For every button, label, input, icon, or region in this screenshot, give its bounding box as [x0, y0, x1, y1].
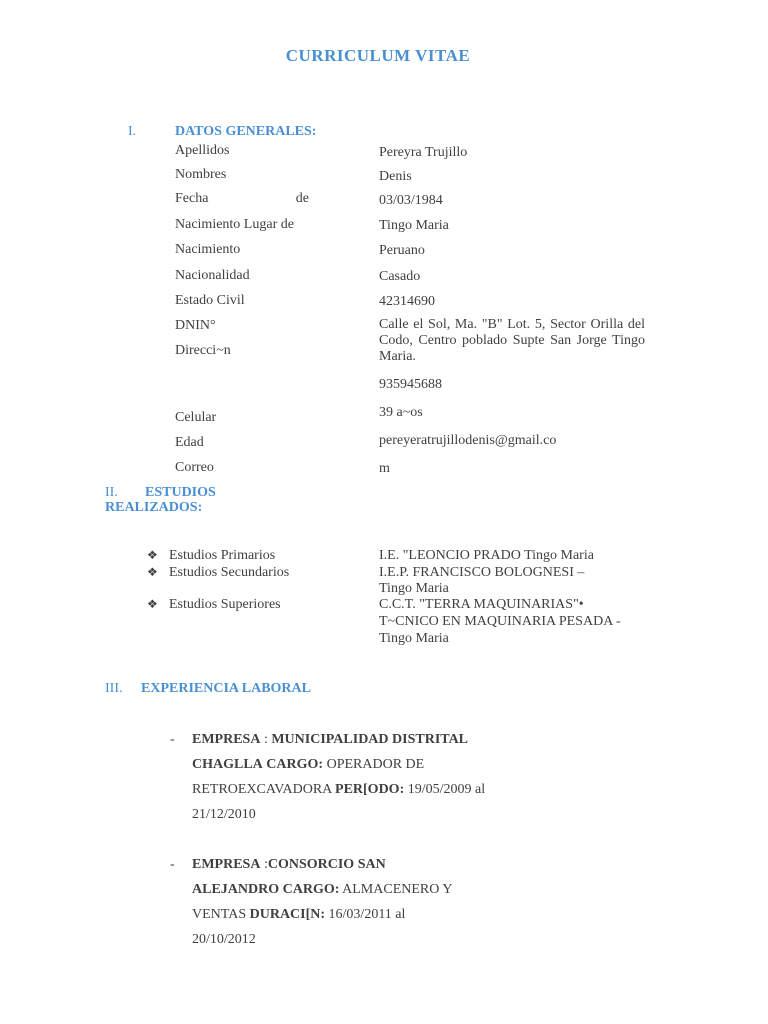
document-title: CURRICULUM VITAE: [285, 46, 471, 65]
value-correo: pereyeratrujillodenis@gmail.co: [379, 433, 557, 448]
cargo-key: CARGO:: [282, 882, 340, 897]
duracion-key: DURACI[N:: [249, 907, 326, 922]
label-nacionalidad: Nacionalidad: [175, 268, 250, 283]
separator: :: [260, 857, 268, 872]
experience-1-line-3: [192, 777, 485, 802]
value-nombres: Denis: [379, 169, 412, 184]
list-dash: -: [170, 857, 175, 872]
section-1-number: [128, 124, 136, 140]
bullet-icon: ❖: [147, 597, 158, 611]
section-3-heading: EXPERIENCIA LABORAL: [141, 681, 311, 696]
label-estado-civil: Estado Civil: [175, 293, 245, 308]
section-2-number: [105, 485, 118, 501]
label-nombres: Nombres: [175, 167, 227, 182]
value-estudios-superiores-3: Tingo Maria: [379, 631, 449, 646]
value-estudios-superiores-1: C.C.T. "TERRA MAQUINARIAS"•: [379, 597, 584, 612]
duracion-value-cont: 20/10/2012: [192, 932, 256, 947]
label-fecha-row: [175, 191, 309, 207]
value-celular: 935945688: [379, 377, 442, 392]
value-estudios-primarios: I.E. "LEONCIO PRADO Tingo Maria: [379, 548, 594, 563]
label-nacimiento-lugar: Nacimiento Lugar de: [175, 217, 294, 232]
label-dni: DNIN°: [175, 318, 216, 333]
periodo-key: PER[ODO:: [335, 782, 405, 797]
empresa-value: MUNICIPALIDAD DISTRITAL: [271, 732, 469, 747]
section-3-number: [105, 681, 123, 697]
value-direccion: Calle el Sol, Ma. "B" Lot. 5, Sector Orilla del Codo, Centro poblado Supte San Jorge Tingo Maria.: [379, 317, 645, 364]
section-2-heading-line1: ESTUDIOS: [145, 485, 216, 500]
experience-2-line-4: [192, 927, 452, 952]
label-celular: Celular: [175, 410, 217, 425]
value-dni: 42314690: [379, 294, 435, 309]
bullet-icon: ❖: [147, 548, 158, 562]
experience-2-line-3: [192, 902, 452, 927]
section-number: III.: [105, 681, 123, 696]
separator: :: [260, 732, 272, 747]
cargo-value-cont: RETROEXCAVADORA: [192, 782, 336, 797]
label-estudios-primarios: Estudios Primarios: [169, 548, 276, 563]
label-nacimiento: Nacimiento: [175, 242, 241, 257]
value-edad: 39 a~os: [379, 405, 423, 420]
periodo-value: 19/05/2009 al: [404, 782, 486, 797]
periodo-value-cont: 21/12/2010: [192, 807, 256, 822]
value-apellidos: Pereyra Trujillo: [379, 145, 468, 160]
experience-2-line-2: [192, 877, 452, 902]
duracion-value: 16/03/2011 al: [325, 907, 406, 922]
experience-1-line-1: [192, 727, 485, 752]
label-correo: Correo: [175, 460, 214, 475]
label-apellidos: Apellidos: [175, 143, 230, 158]
section-number: II.: [105, 485, 118, 500]
label-estudios-secundarios: Estudios Secundarios: [169, 565, 290, 580]
label-fecha: Fecha: [175, 191, 209, 206]
experience-1-line-2: [192, 752, 485, 777]
label-de: de: [295, 191, 309, 206]
label-direccion: Direcci~n: [175, 343, 231, 358]
value-correo-cont: m: [379, 461, 390, 476]
empresa-value: CONSORCIO SAN: [267, 857, 386, 872]
empresa-key: EMPRESA: [192, 857, 261, 872]
cargo-value: ALMACENERO Y: [339, 882, 453, 897]
empresa-key: EMPRESA: [192, 732, 261, 747]
list-dash: -: [170, 732, 175, 747]
cargo-value-cont: VENTAS: [192, 907, 250, 922]
value-nacionalidad: Peruano: [379, 243, 425, 258]
value-lugar: Tingo Maria: [379, 218, 449, 233]
section-2-heading-line2: REALIZADOS:: [105, 500, 203, 515]
empresa-value-cont: CHAGLLA: [192, 757, 263, 772]
cargo-key: CARGO:: [266, 757, 324, 772]
value-fecha: 03/03/1984: [379, 193, 443, 208]
experience-1-line-4: [192, 802, 485, 827]
bullet-icon: ❖: [147, 565, 158, 579]
value-estudios-superiores-2: T~CNICO EN MAQUINARIA PESADA -: [379, 614, 621, 629]
experience-2-line-1: [192, 852, 452, 877]
section-number: I.: [128, 124, 137, 139]
value-estudios-secundarios-1: I.E.P. FRANCISCO BOLOGNESI –: [379, 565, 585, 580]
label-estudios-superiores: Estudios Superiores: [169, 597, 281, 612]
label-edad: Edad: [175, 435, 204, 450]
value-estudios-secundarios-2: Tingo Maria: [379, 581, 449, 596]
cargo-value: OPERADOR DE: [323, 757, 425, 772]
experience-2: [192, 852, 452, 952]
experience-1: [192, 727, 485, 827]
empresa-value-cont: ALEJANDRO: [192, 882, 280, 897]
section-1-heading: DATOS GENERALES:: [175, 124, 317, 139]
value-estado-civil: Casado: [379, 269, 421, 284]
